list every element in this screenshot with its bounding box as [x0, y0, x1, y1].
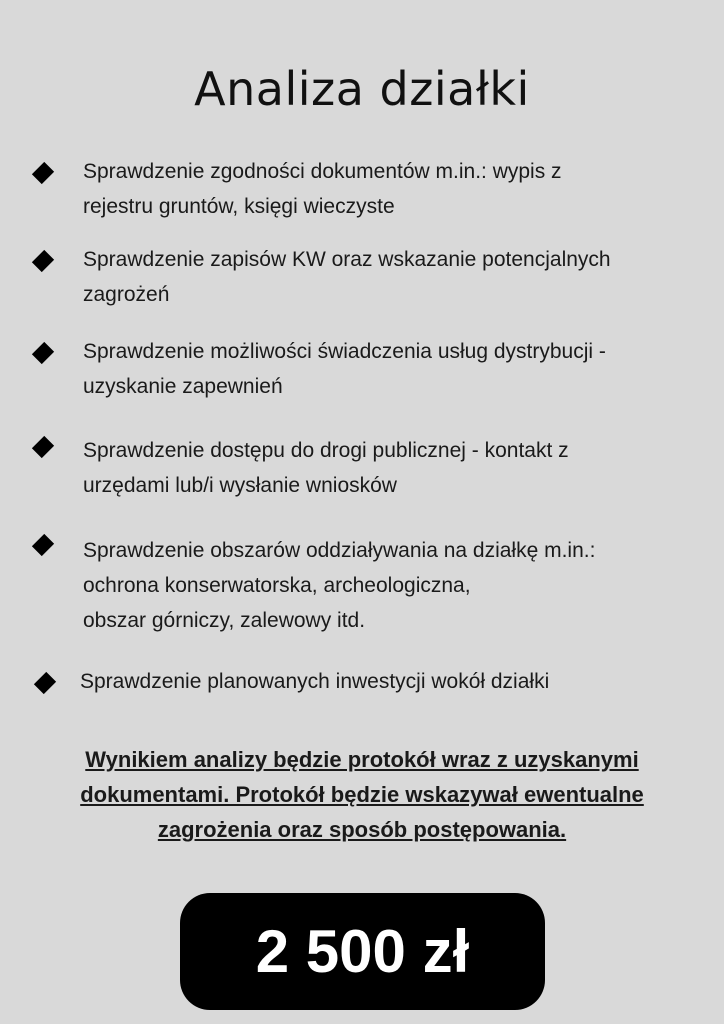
diamond-bullet-icon: [32, 162, 54, 184]
diamond-bullet-icon: [32, 342, 54, 364]
price-value: 2 500 zł: [255, 918, 470, 985]
diamond-bullet-icon: [32, 534, 54, 556]
diamond-bullet-icon: [32, 250, 54, 272]
item-text-line: Sprawdzenie możliwości świadczenia usług dystrybucji -: [83, 340, 606, 363]
item-text-line: ochrona konserwatorska, archeologiczna,: [83, 574, 471, 597]
summary-line: zagrożenia oraz sposób postępowania.: [157, 817, 567, 842]
page-title: Analiza działki: [194, 62, 530, 116]
diamond-bullet-icon: [34, 672, 56, 694]
summary-line: dokumentami. Protokół będzie wskazywał ewentualne: [80, 782, 644, 807]
item-text-line: Sprawdzenie dostępu do drogi publicznej - kontakt z: [83, 439, 569, 462]
item-text-line: zagrożeń: [83, 283, 170, 306]
summary-line: Wynikiem analizy będzie protokół wraz z uzyskanymi: [85, 747, 639, 772]
diamond-bullet-icon: [32, 436, 54, 458]
item-text-line: Sprawdzenie planowanych inwestycji wokół działki: [80, 670, 550, 693]
item-text-line: rejestru gruntów, księgi wieczyste: [83, 195, 395, 218]
price-badge: [180, 893, 545, 1010]
item-text-line: Sprawdzenie zapisów KW oraz wskazanie potencjalnych: [83, 248, 611, 271]
item-text-line: urzędami lub/i wysłanie wniosków: [83, 474, 397, 497]
item-text-line: Sprawdzenie obszarów oddziaływania na działkę m.in.:: [83, 539, 596, 562]
summary-note: [0, 742, 724, 847]
item-text-line: obszar górniczy, zalewowy itd.: [83, 609, 366, 632]
item-text-line: Sprawdzenie zgodności dokumentów m.in.: wypis z: [83, 160, 562, 183]
item-text-line: uzyskanie zapewnień: [83, 375, 283, 398]
